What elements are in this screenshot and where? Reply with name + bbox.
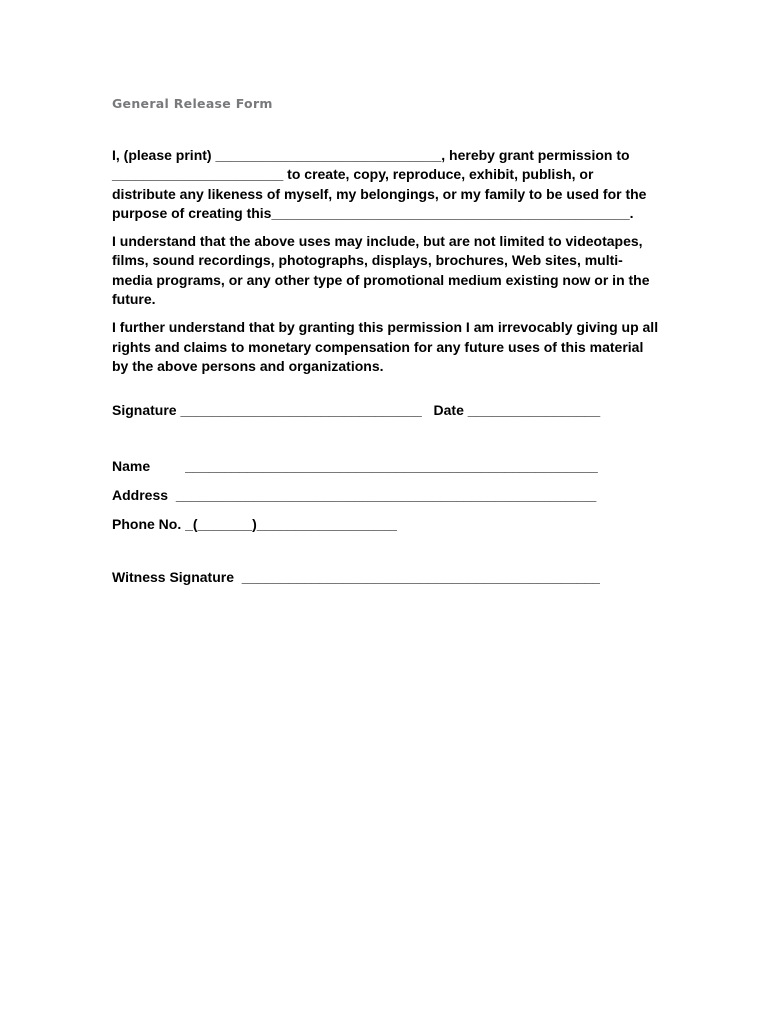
grantee-field[interactable]: ______________________ [112,166,284,183]
name-row [112,457,678,476]
document-title: General Release Form [112,96,273,111]
fields [112,401,678,587]
paragraph-line [112,251,678,270]
address-label: Address [112,486,176,503]
address-row [112,486,678,505]
text-run: media programs, or any other type of promotional medium existing now or in the [112,271,650,288]
witness-signature-field[interactable]: ______________________________________________ [241,569,600,586]
phone-row [112,515,678,534]
text-run: rights and claims to monetary compensation for any future uses of this material [112,338,644,355]
paragraph-line [112,271,678,290]
text-run: to create, copy, reproduce, exhibit, publish, or [283,166,594,183]
date-label: Date [421,402,468,419]
grant-permission-paragraph [112,146,678,223]
text-run: films, sound recordings, photographs, displays, brochures, Web sites, multi- [112,252,623,269]
text-run: by the above persons and organizations. [112,357,384,374]
paragraph-line [112,338,678,357]
paragraph-line [112,165,678,184]
purpose-field[interactable]: ______________________________________________ [271,204,630,221]
signature-field[interactable]: _______________________________ [180,402,422,419]
paragraph-line [112,204,678,223]
paragraph-line [112,290,678,309]
text-run: . [629,204,634,221]
signature-label: Signature [112,402,181,419]
document-content [112,96,678,588]
text-run: distribute any likeness of myself, my belongings, or my family to be used for the [112,185,647,202]
printed-name-field[interactable]: _____________________________ [215,147,442,163]
text-run: purpose of creating this [112,204,272,221]
date-field[interactable]: _________________ [467,402,601,419]
paragraph-line [112,146,678,165]
address-field[interactable]: ______________________________________________________ [175,486,597,503]
irrevocable-paragraph [112,318,678,376]
text-run: I, (please print) [112,147,216,163]
text-run: I understand that the above uses may include, but are not limited to videotapes, [112,233,643,250]
phone-field[interactable]: _(_______)__________________ [185,516,397,533]
paragraph-line [112,185,678,204]
paragraph-line [112,232,678,251]
paragraph-line [112,318,678,337]
text-run: future. [112,291,156,308]
uses-paragraph [112,232,678,309]
paragraph-line [112,357,678,376]
text-run: I further understand that by granting this permission I am irrevocably giving up all [112,319,659,336]
name-label: Name [112,457,186,474]
witness-signature-label: Witness Signature [112,569,242,586]
name-field[interactable]: _____________________________________________________ [185,457,598,474]
phone-label: Phone No. [112,516,186,533]
signature-date-row [112,401,678,420]
witness-signature-row [112,568,678,587]
text-run: , hereby grant permission to [441,147,630,163]
paragraphs [112,146,678,376]
